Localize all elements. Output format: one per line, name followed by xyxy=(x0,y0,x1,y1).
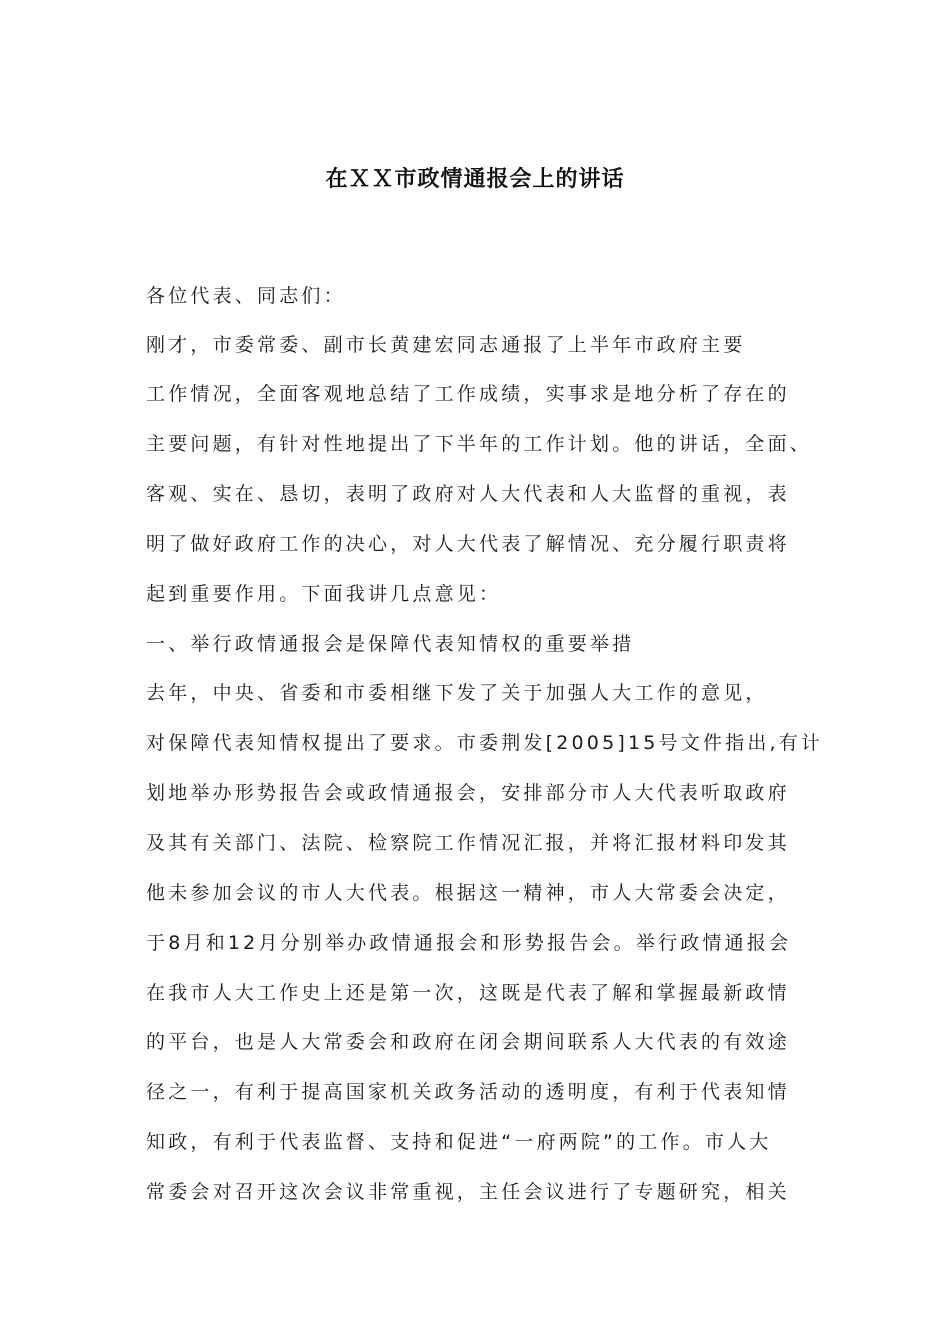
paragraph-line: 对保障代表知情权提出了要求。市委荆发[2005]15号文件指出,有计 xyxy=(146,732,824,754)
paragraph-line: 径之一，有利于提高国家机关政务活动的透明度，有利于代表知情 xyxy=(146,1081,790,1103)
paragraph-line: 去年，中央、省委和市委相继下发了关于加强人大工作的意见， xyxy=(146,682,768,704)
paragraph-line: 于8月和12月分别举办政情通报会和形势报告会。举行政情通报会 xyxy=(146,932,792,954)
paragraph-line: 工作情况，全面客观地总结了工作成绩，实事求是地分析了存在的 xyxy=(146,383,790,405)
paragraph-line: 知政，有利于代表监督、支持和促进“一府两院”的工作。市人大 xyxy=(146,1131,772,1153)
paragraph-line: 客观、实在、恳切，表明了政府对人大代表和人大监督的重视，表 xyxy=(146,483,790,505)
paragraph-line: 的平台，也是人大常委会和政府在闭会期间联系人大代表的有效途 xyxy=(146,1031,790,1053)
paragraph-line: 在我市人大工作史上还是第一次，这既是代表了解和掌握最新政情 xyxy=(146,982,790,1004)
paragraph-line: 他未参加会议的市人大代表。根据这一精神，市人大常委会决定， xyxy=(146,882,790,904)
paragraph-line: 各位代表、同志们： xyxy=(146,285,346,307)
paragraph-line: 明了做好政府工作的决心，对人大代表了解情况、充分履行职责将 xyxy=(146,533,790,555)
paragraph-line: 常委会对召开这次会议非常重视，主任会议进行了专题研究，相关 xyxy=(146,1181,790,1203)
paragraph-line: 主要问题，有针对性地提出了下半年的工作计划。他的讲话，全面、 xyxy=(146,433,813,455)
paragraph-line: 起到重要作用。下面我讲几点意见： xyxy=(146,583,502,605)
document-title: 在ＸＸ市政情通报会上的讲话 xyxy=(325,166,625,192)
paragraph-line: 划地举办形势报告会或政情通报会，安排部分市人大代表听取政府 xyxy=(146,782,790,804)
section-heading: 一、举行政情通报会是保障代表知情权的重要举措 xyxy=(146,633,635,655)
paragraph-line: 刚才，市委常委、副市长黄建宏同志通报了上半年市政府主要 xyxy=(146,334,746,356)
paragraph-line: 及其有关部门、法院、检察院工作情况汇报，并将汇报材料印发其 xyxy=(146,832,790,854)
